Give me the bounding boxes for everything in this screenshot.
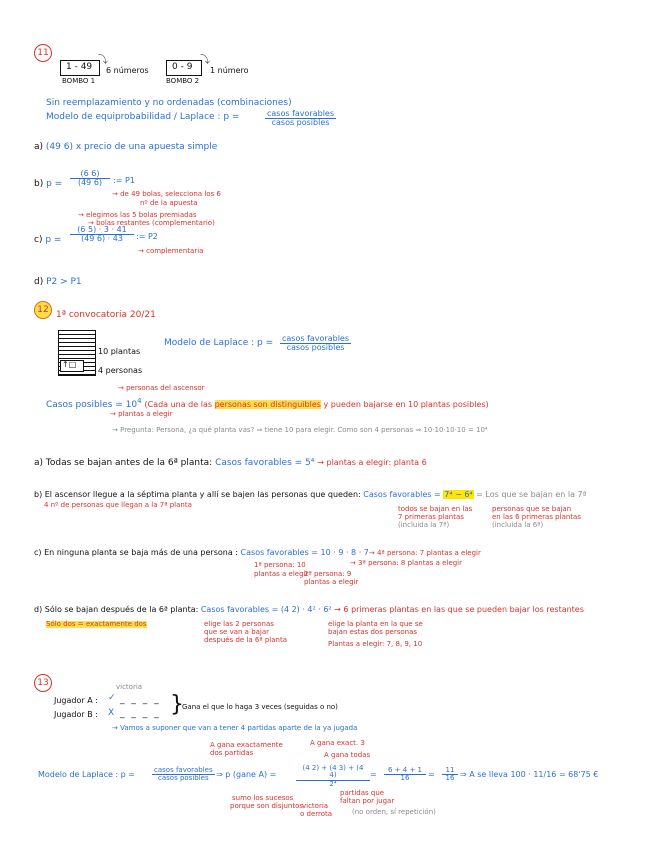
ex13-pga: ⇒ p (gane A) =: [216, 770, 277, 779]
ex13-victoria: victoria: [116, 683, 143, 691]
ex13-final: ⇒ A se lleva 100 · 11/16 = 68'75 €: [460, 770, 599, 779]
ex12-personas: 4 personas: [98, 366, 143, 375]
ex13-n-vic: victoria: [302, 802, 329, 810]
ex11-laplace-fraction: casos favorables casos posibles: [267, 109, 335, 128]
ex12-b-n1a: todos se bajan en las: [398, 505, 473, 513]
ex11-b-note1: → de 49 bolas, selecciona los 6: [112, 190, 221, 198]
ex13-laplace-pre: Modelo de Laplace : p =: [38, 770, 135, 779]
ex12-d-n1c: después de la 6ª planta: [204, 636, 288, 644]
ex13-n-a2: A gana exactamente: [210, 741, 283, 749]
ex11-c-eq: := P2: [136, 232, 158, 241]
ex13-vamos: → Vamos a suponer que van a tener 4 partidas aparte de la ya jugada: [112, 724, 358, 732]
bombo-1-label: BOMBO 1: [62, 77, 96, 85]
ex13-n-a3: A gana exact. 3: [310, 739, 365, 747]
ex13-jb-dashes: _ _ _ _: [120, 709, 161, 719]
ex12-b-sub: 4 nº de personas que llegan a la 7ª planta: [44, 501, 192, 509]
ex12-d-n1a: elige las 2 personas: [204, 620, 274, 628]
ex12-b-n2c: (incluida la 6ª): [492, 521, 544, 529]
ex12-laplace-fraction: casos favorables casos posibles: [282, 334, 350, 353]
ex13-frac3: $\frac{11}{16}$: [442, 767, 458, 783]
exercise-12-number: 12: [34, 301, 52, 319]
ex12-laplace-pre: Modelo de Laplace : p =: [164, 338, 274, 348]
ex11-b-eq: := P1: [113, 176, 135, 185]
ex13-eq1: =: [370, 770, 377, 779]
ex11-b-label: b) p =: [34, 179, 63, 189]
ex12-b: b) El ascensor llegue a la séptima planta y allí se bajen las personas que queden: Casos favorables = 7⁴ − 6⁴ = Los que se bajan en la 7ª: [34, 490, 587, 499]
ex12-cp-note2: → plantas a elegir: [110, 410, 173, 418]
ex12-c-n3: → 3ª persona: 8 plantas a elegir: [350, 559, 462, 567]
ex13-laplace-fraction: casos favorables casos posibles: [154, 766, 213, 783]
ex12-d: d) Sólo se bajan después de la 6ª planta: Casos favorables = (4 2) · 4² · 6² → 6 primeras plantas en las que se pueden bajar los restantes: [34, 605, 584, 614]
ex13-brace: }: [170, 692, 184, 717]
ex12-cp-note1: → personas del ascensor: [118, 384, 205, 392]
ex11-c-label: c) p =: [34, 235, 62, 245]
ex12-c-n2: 2ª persona: 9: [304, 570, 352, 578]
ex12-d-n2c: Plantas a elegir: 7, 8, 9, 10: [328, 640, 423, 648]
bombo-1-note: 6 números: [106, 66, 149, 75]
bombo-2-range: 0 - 9: [172, 62, 193, 72]
ex12-title: 1ª convocatoria 20/21: [56, 310, 156, 320]
ex13-ja-dashes: _ _ _ _: [120, 695, 161, 705]
ex13-brace-note: Gana el que lo haga 3 veces (seguidas o no): [182, 703, 338, 711]
ex12-b-n1c: (incluida la 7ª): [398, 521, 450, 529]
ex13-n-ord: (no orden, sí repetición): [352, 808, 436, 816]
ex12-d-sub: Sólo dos = exactamente dos: [46, 620, 147, 628]
ex11-b-note2: nº de la apuesta: [140, 199, 198, 207]
ex12-c-n2b: plantas a elegir: [304, 578, 359, 586]
ex12-c: c) En ninguna planta se baja más de una persona : Casos favorables = 10 · 9 · 8 · 7→ 4ª persona: 7 plantas a elegir: [34, 548, 481, 557]
curve-arrow-2: ⤵: [200, 55, 210, 66]
ex13-n-all: A gana todas: [324, 751, 371, 759]
exercise-13-number: 13: [34, 674, 52, 692]
ex12-b-n2a: personas que se bajan: [492, 505, 572, 513]
bombo-2-label: BOMBO 2: [166, 77, 200, 85]
elevator-arrow-icon: ↑□: [62, 360, 77, 369]
ex12-b-n2b: en las 6 primeras plantas: [492, 513, 581, 521]
ex13-ja-mark: ✓: [108, 693, 116, 703]
ex11-c-fraction: $\frac{(6 5) \cdot 3 \cdot 41}{(49 6) \cdot 43}$: [70, 226, 134, 244]
ex12-b-n1b: 7 primeras plantas: [398, 513, 464, 521]
bombo-1-range: 1 - 49: [66, 62, 93, 72]
ex12-d-n1b: que se van a bajar: [204, 628, 270, 636]
ex11-a: a) (49 6) x precio de una apuesta simple: [34, 142, 218, 152]
ex13-eq2: =: [428, 770, 435, 779]
ex11-combinations-line: Sin reemplazamiento y no ordenadas (combinaciones): [46, 98, 292, 108]
ex13-n-vic2: o derrota: [300, 810, 333, 818]
ex13-n-sum2: porque son disjuntos: [230, 802, 304, 810]
exercise-11-number: 11: [34, 44, 52, 62]
ex12-a: a) Todas se bajan antes de la 6ª planta: Casos favorables = 5⁴ → plantas a elegir: planta 6: [34, 458, 427, 468]
ex11-laplace-line: Modelo de equiprobabilidad / Laplace : p =: [46, 112, 240, 122]
ex13-n-a2b: dos partidas: [210, 749, 254, 757]
ex12-casos-posibles: Casos posibles = $10^4$ (Cada una de las personas son distinguibles y pueden bajarse en 10 plantas posibles): [46, 397, 489, 410]
ex12-d-n2a: elige la planta en la que se: [328, 620, 423, 628]
ex11-c-note3: → complementaria: [138, 247, 204, 255]
ex13-n-part2: faltan por jugar: [340, 797, 395, 805]
curve-arrow-1: ⤵: [98, 55, 108, 66]
ex12-d-n2b: bajan estas dos personas: [328, 628, 418, 636]
bombo-2-note: 1 número: [210, 66, 249, 75]
ex11-c-note1: → elegimos las 5 bolas premiadas: [78, 211, 197, 219]
ex13-n-sum: sumo los sucesos: [232, 794, 294, 802]
ex13-jb-mark: X: [108, 708, 115, 718]
ex13-prob-fraction: $\frac{(4 2) + (4 3) + (4 4)}{\text{2⁴}}$: [296, 765, 370, 788]
ex13-jugador-b: Jugador B :: [54, 710, 98, 719]
ex11-c-note2: → bolas restantes (complementario): [88, 219, 215, 227]
ex13-jugador-a: Jugador A :: [54, 696, 98, 705]
ex13-n-part: partidas que: [340, 789, 385, 797]
ex11-d: d) P2 > P1: [34, 277, 82, 287]
ex12-c-n1: 1ª persona: 10: [254, 561, 306, 569]
ex11-b-fraction: $\frac{(6 6)}{(49 6)}$: [70, 170, 110, 188]
ex12-c-n1b: plantas a elegir: [254, 570, 309, 578]
ex12-plantas: 10 plantas: [98, 347, 141, 356]
ex12-pregunta: → Pregunta: Persona, ¿a qué planta vas? ⇒ tiene 10 para elegir. Como son 4 personas ⇒ 10·10·10·10 = 10⁴: [112, 426, 488, 434]
ex13-frac2: $\frac{6 + 4 + 1}{16}$: [384, 767, 426, 783]
